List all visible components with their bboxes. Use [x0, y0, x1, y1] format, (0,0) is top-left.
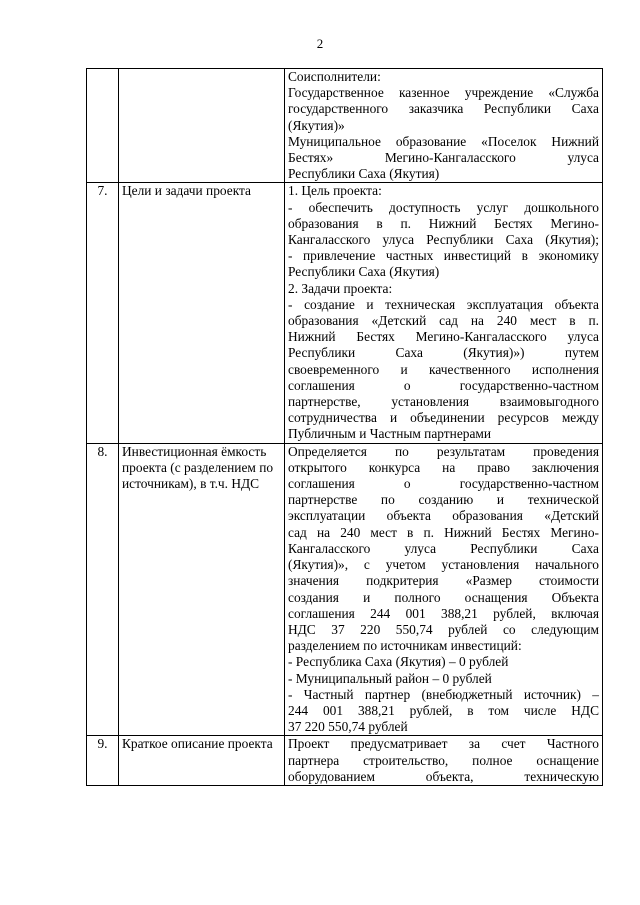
description-line: 244 001 388,21 рублей, в том числе НДС	[288, 702, 599, 718]
description-line: оборудованием объекта, техническую	[288, 768, 599, 784]
description-line: - Республика Саха (Якутия) – 0 рублей	[288, 654, 509, 670]
description-line: 37 220 550,74 рублей	[288, 719, 408, 735]
page-number: 2	[316, 36, 324, 51]
description-line: (Якутия)»	[288, 117, 345, 133]
row-description-cell	[285, 69, 603, 183]
row-description-cell	[285, 736, 603, 786]
description-line: сотрудничества и объединении ресурсов между	[288, 410, 599, 426]
description-line: Бестях» Мегино-Кангаласского улуса	[288, 150, 599, 166]
description-line: соглашения о государственно-частном	[288, 476, 599, 492]
description-line: Государственное казенное учреждение «Служба	[288, 85, 599, 101]
row-title-cell	[119, 69, 285, 183]
row-number-cell: 9.	[87, 736, 119, 786]
description-line: партнера строительство, полное оснащение	[288, 752, 599, 768]
description-line: - Частный партнер (внебюджетный источник) –	[288, 686, 599, 702]
description-line: соглашения 244 001 388,21 рублей, включая	[288, 605, 599, 621]
row-number-cell	[87, 69, 119, 183]
row-title-cell: Цели и задачи проекта	[119, 183, 285, 443]
description-line: Республики Саха (Якутия)	[288, 166, 440, 182]
table-row	[87, 69, 603, 183]
description-line: Республики Саха (Якутия)	[288, 264, 440, 280]
row-description-cell	[285, 443, 603, 736]
table-row	[87, 736, 603, 786]
description-line: - привлечение частных инвестиций в экономику	[288, 248, 599, 264]
description-line: 1. Цель проекта:	[288, 183, 382, 199]
row-description-cell	[285, 183, 603, 443]
table-row	[87, 183, 603, 443]
description-line: Определяется по результатам проведения	[288, 443, 599, 459]
description-line: сад на 240 мест в п. Нижний Бестях Мегино-	[288, 524, 599, 540]
description-line: разделением по источникам инвестиций:	[288, 638, 522, 654]
description-line: создания и полного оснащения Объекта	[288, 589, 599, 605]
description-line: образования в п. Нижний Бестях Мегино-	[288, 215, 599, 231]
description-line: - Муниципальный район – 0 рублей	[288, 670, 492, 686]
row-title-cell: Краткое описание проекта	[119, 736, 285, 786]
description-line: соглашения о государственно-частном	[288, 377, 599, 393]
description-line: открытого конкурса на право заключения	[288, 459, 599, 475]
description-line: - создание и техническая эксплуатация объекта	[288, 296, 599, 312]
table-body	[87, 69, 603, 786]
description-line: Проект предусматривает за счет Частного	[288, 736, 599, 752]
description-line: своевременного и качественного исполнения	[288, 361, 599, 377]
description-line: Кангаласского улуса Республики Саха (Якутия);	[288, 232, 599, 248]
description-line: образования «Детский сад на 240 мест в п.	[288, 313, 599, 329]
description-line: - обеспечить доступность услуг дошкольного	[288, 199, 599, 215]
description-line: Соисполнители:	[288, 69, 381, 84]
description-line: Кангаласского улуса Республики Саха	[288, 540, 599, 556]
description-line: Муниципальное образование «Поселок Нижний	[288, 133, 599, 149]
description-line: (Якутия)», с учетом установления начального	[288, 557, 599, 573]
table-row	[87, 443, 603, 736]
row-title-cell: Инвестиционная ёмкость проекта (с разделением по источникам), в т.ч. НДС	[119, 443, 285, 736]
description-line: эксплуатации объекта образования «Детский	[288, 508, 599, 524]
row-number-cell: 7.	[87, 183, 119, 443]
description-line: партнерстве по созданию и технической	[288, 492, 599, 508]
description-line: Публичным и Частным партнерами	[288, 426, 492, 442]
description-line: партнерстве, установления взаимовыгодного	[288, 394, 599, 410]
project-passport-table	[86, 68, 603, 786]
description-line: значения подкритерия «Размер стоимости	[288, 573, 599, 589]
description-line: НДС 37 220 550,74 рублей со следующим	[288, 621, 599, 637]
description-line: Республики Саха (Якутия)») путем	[288, 345, 599, 361]
description-line: 2. Задачи проекта:	[288, 280, 393, 296]
description-line: Нижний Бестях Мегино-Кангаласского улуса	[288, 329, 599, 345]
row-number-cell: 8.	[87, 443, 119, 736]
description-line: государственного заказчика Республики Саха	[288, 101, 599, 117]
